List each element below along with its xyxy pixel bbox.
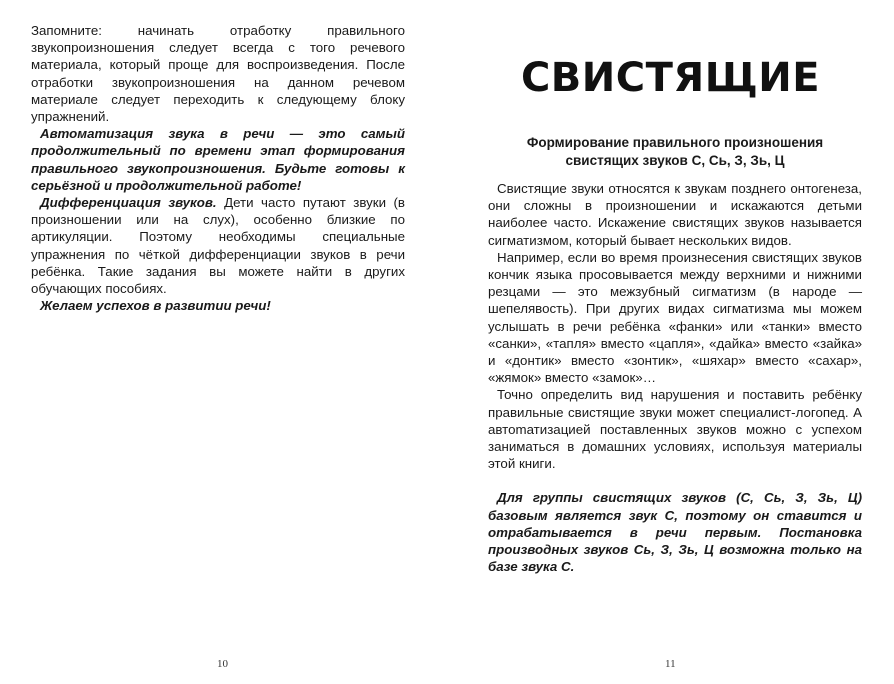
chapter-title: СВИСТЯЩИЕ: [520, 55, 821, 101]
paragraph-wishes: Желаем успехов в развитии речи!: [40, 298, 271, 314]
differentiation-lead: Дифференциация звуков.: [40, 195, 217, 211]
paragraph-example: Например, если во время произнесения свистящих звуков кончик языка просовывается между верхними и нижними резцами — это межзубный сигматизм (в народе — шепелявость). При других видах сигматизма мы можем услышать в речи ребёнка «фанки» или «танки» вместо «санки», «тапля» вместо «цапля», «дайка» вместо «зайка» и «донтик» вместо «зонтик», «шяхар» вместо «сахар», «жямок» вместо «замок»…: [488, 249, 862, 386]
paragraph-base-sound: Для группы свистящих звуков (С, Сь, З, Зь, Ц) базовым является звук С, поэтому он ставится и отрабатывается в речи первым. Постановка производных звуков Сь, З, Зь, Ц возможна только на базе звука С.: [488, 490, 862, 575]
paragraph-automation: Автоматизация звука в речи — это самый продолжительный по времени этап формирования правильного звукопроизношения. Будьте готовы к серьёзной и продолжительной работе!: [31, 126, 405, 193]
subtitle-line: Формирование правильного произношения: [526, 135, 824, 150]
left-page-body: [31, 22, 405, 314]
paragraph-intro: Свистящие звуки относятся к звукам позднего онтогенеза, они сложны в произношении и искажаются детьми наиболее часто. Искажение свистящих звуков называется сигматизмом, который бывает нескольких видов.: [488, 181, 862, 248]
right-page: [447, 0, 894, 684]
spacer: [488, 472, 862, 489]
page-number: 10: [217, 658, 228, 670]
right-page-body: [488, 180, 862, 575]
subtitle-line: свистящих звуков С, Сь, З, Зь, Ц: [565, 153, 785, 168]
section-subtitle: [488, 134, 862, 170]
paragraph-specialist: Точно определить вид нарушения и поставить ребёнку правильные свистящие звуки может специалист-логопед. А автоmатизацией поставленных звуков можно с успехом заниматься в домашних условиях, используя материалы этой книги.: [488, 387, 862, 472]
page-number: 11: [665, 658, 676, 670]
paragraph-remember: Запомните: начинать отработку правильного звукопроизношения следует всегда с того речевого материала, который проще для воспроизведения. После отработки звукопроизношения на данном речевом материале следует переходить к следующему блоку упражнений.: [31, 23, 405, 125]
paragraph-differentiation: [31, 194, 405, 297]
differentiation-text: Дети часто путают звуки (в произношении или на слух), особенно близкие по артикуляции. Поэтому необходимы специальные упражнения по чёткой дифференциации звуков в речи ребёнка. Такие задания вы можете найти в других обучающих пособиях.: [31, 195, 405, 297]
